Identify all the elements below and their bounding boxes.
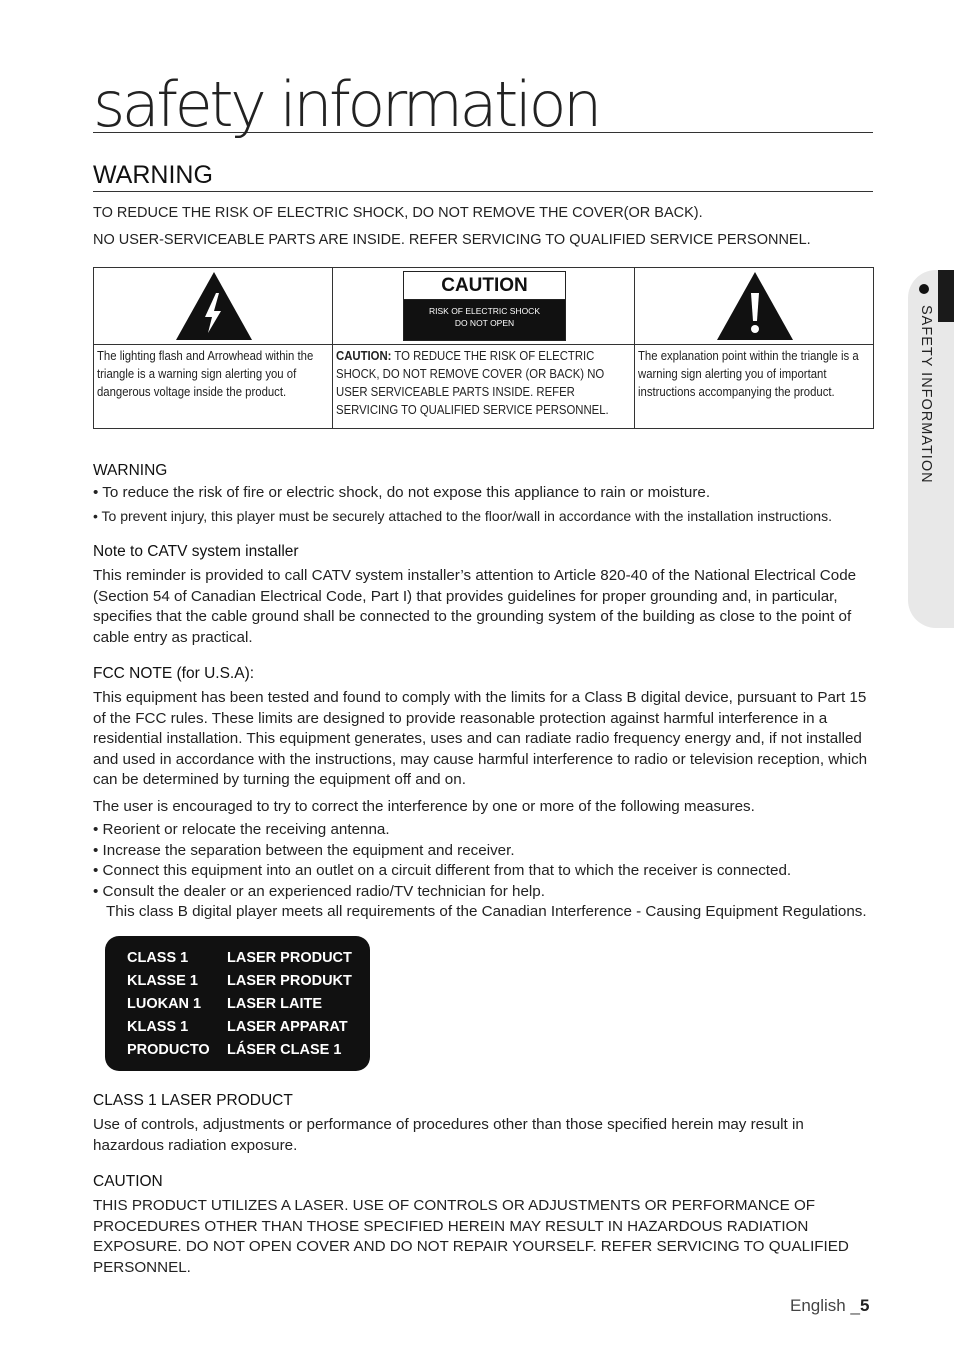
fcc-bullet-1: • Reorient or relocate the receiving antenna.: [93, 821, 390, 838]
caution-symbol-table: [93, 267, 874, 429]
intro-line-2: NO USER-SERVICEABLE PARTS ARE INSIDE. REFER SERVICING TO QUALIFIED SERVICE PERSONNEL.: [93, 232, 811, 248]
catv-text: This reminder is provided to call CATV system installer’s attention to Article 820-40 of the National Electrical Code (Section 54 of Canadian Electrical Code, Part I) that provides guidelines for proper grounding and, in particular, specifies that the cable ground shall be connected to the grounding system of the building as close to the point of cable entry as practical.: [93, 567, 857, 646]
warning-heading: WARNING: [93, 160, 873, 192]
lightning-triangle-icon: [175, 271, 253, 341]
laser-label-row: PRODUCTO LÁSER CLASE 1: [127, 1042, 342, 1058]
laser-label-row: LUOKAN 1 LASER LAITE: [127, 996, 323, 1012]
page-footer: English _5: [790, 1296, 870, 1315]
exclamation-explanation: The explanation point within the triangle is a warning sign alerting you of important instructions accompanying the product.: [635, 345, 874, 429]
caution-label-cell: [333, 268, 635, 345]
laser-label-row: KLASS 1 LASER APPARAT: [127, 1019, 348, 1035]
page-title: safety information: [93, 76, 873, 133]
catv-heading: Note to CATV system installer: [93, 543, 299, 560]
bullet-dot-icon: [919, 284, 929, 294]
caution-label: [403, 271, 566, 341]
warning-section-heading: WARNING: [93, 462, 168, 479]
warning-bullet-1: • To reduce the risk of fire or electric shock, do not expose this appliance to rain or moisture.: [93, 484, 711, 501]
laser-label-row: CLASS 1 LASER PRODUCT: [127, 950, 352, 966]
lightning-explanation: The lighting flash and Arrowhead within the triangle is a warning sign alerting you of dangerous voltage inside the product.: [94, 345, 333, 429]
caution-text: THIS PRODUCT UTILIZES A LASER. USE OF CONTROLS OR ADJUSTMENTS OR PERFORMANCE OF PROCEDURES OTHER THAN THOSE SPECIFIED HEREIN MAY RESULT IN HAZARDOUS RADIATION EXPOSURE. DO NOT OPEN COVER AND DO NOT REPAIR YOURSELF. REFER SERVICING TO QUALIFIED PERSONNEL.: [93, 1197, 849, 1276]
caution-label-title: CAUTION: [404, 272, 565, 300]
fcc-text: This equipment has been tested and found to comply with the limits for a Class B digital device, pursuant to Part 15 of the FCC rules. These limits are designed to provide reasonable protection against harmful interference in a residential installation. This equipment generates, uses and can radiate radio frequency energy and, if not installed and used in accordance with the instructions, may cause harmful interference to radio or television reception, which can be determined by turning the equipment off and on.: [93, 689, 868, 788]
caution-label-subtitle: [404, 300, 565, 340]
warning-bullet-2: • To prevent injury, this player must be securely attached to the floor/wall in accordance with the installation instructions.: [93, 508, 832, 524]
fcc-heading: FCC NOTE (for U.S.A):: [93, 665, 255, 682]
class1-heading: CLASS 1 LASER PRODUCT: [93, 1092, 293, 1109]
caution-label-sub-2: DO NOT OPEN: [454, 318, 515, 328]
exclamation-icon-cell: [635, 268, 874, 345]
class1-text: Use of controls, adjustments or performance of procedures other than those specified herein may result in hazardous radiation exposure.: [93, 1116, 804, 1154]
laser-class-label: [105, 936, 370, 1071]
laser-label-row: KLASSE 1 LASER PRODUKT: [127, 973, 352, 989]
fcc-bullet-3: • Connect this equipment into an outlet on a circuit different from that to which the receiver is connected.: [93, 862, 792, 879]
exclamation-triangle-icon: [716, 271, 794, 341]
intro-line-1: TO REDUCE THE RISK OF ELECTRIC SHOCK, DO NOT REMOVE THE COVER(OR BACK).: [93, 205, 703, 221]
side-tab-marker: [938, 270, 954, 322]
page-number: 5: [859, 1296, 870, 1315]
side-tab-label: SAFETY INFORMATION: [918, 305, 934, 484]
caution-label-sub-1: RISK OF ELECTRIC SHOCK: [429, 306, 540, 316]
canada-note: This class B digital player meets all requirements of the Canadian Interference - Causing Equipment Regulations.: [106, 903, 867, 920]
caution-explanation: CAUTION: TO REDUCE THE RISK OF ELECTRIC SHOCK, DO NOT REMOVE COVER (OR BACK) NO USER SERVICEABLE PARTS INSIDE. REFER SERVICING TO QUALIFIED SERVICE PERSONNEL.: [333, 345, 635, 429]
caution-heading: CAUTION: [93, 1173, 163, 1190]
fcc-bullet-2: • Increase the separation between the equipment and receiver.: [93, 842, 515, 859]
lightning-icon-cell: [94, 268, 333, 345]
fcc-bullet-4: • Consult the dealer or an experienced radio/TV technician for help.: [93, 883, 545, 900]
fcc-measures-intro: The user is encouraged to try to correct the interference by one or more of the following measures.: [93, 798, 755, 815]
